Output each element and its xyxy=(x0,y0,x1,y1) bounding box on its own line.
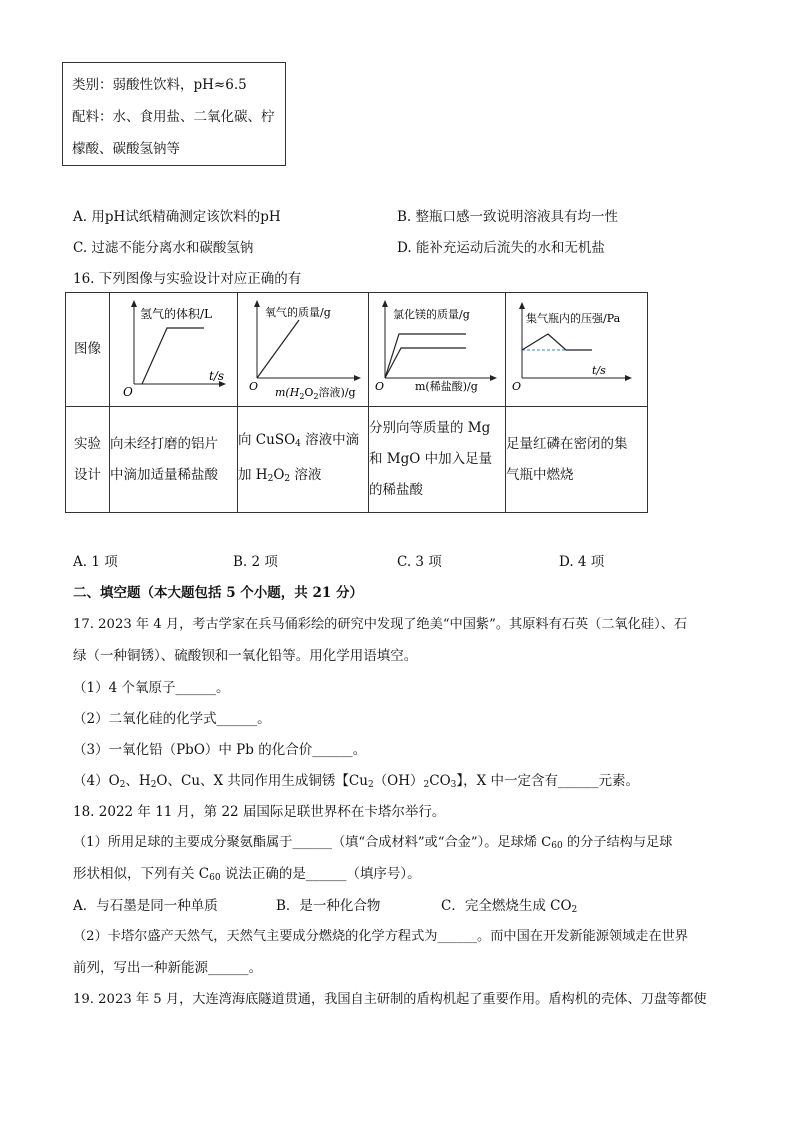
series-line xyxy=(522,334,592,350)
row-header-design xyxy=(66,407,110,513)
q16-option-b: B. 2 项 xyxy=(233,554,278,570)
y-axis-arrow xyxy=(131,300,137,307)
x-axis-label: t/s xyxy=(208,368,224,383)
y-axis-label: 氢气的体积/L xyxy=(139,306,212,321)
q17-part1: （1）4 个氧原子______。 xyxy=(73,680,230,696)
graph-cell-1 xyxy=(110,293,238,407)
series-line-mgo xyxy=(385,348,466,378)
row-header-design-line1: 实验 xyxy=(74,435,101,452)
graph-hydrogen-volume xyxy=(112,296,236,404)
y-axis-label: 氧气的质量/g xyxy=(265,305,331,319)
design-cell-2 xyxy=(238,407,369,513)
q18-line1: 18. 2022 年 11 月，第 22 届国际足联世界杯在卡塔尔举行。 xyxy=(73,804,446,820)
q19-line1: 19. 2023 年 5 月，大连湾海底隧道贯通，我国自主研制的盾构机起了重要作用。盾构机的壳体、刀盘等都使 xyxy=(73,992,707,1007)
design-4-line1: 足量红磷在密闭的集 xyxy=(506,435,628,452)
origin-label: O xyxy=(122,384,133,399)
q17-part3: （3）一氧化铅（PbO）中 Pb 的化合价______。 xyxy=(73,742,367,758)
q15-option-c: C. 过滤不能分离水和碳酸氢钠 xyxy=(73,240,254,256)
q18-option-c: C．完全燃烧生成 $CO_2$ xyxy=(441,898,578,915)
origin-label: O xyxy=(249,379,259,393)
graph-magnesium-chloride-mass xyxy=(371,296,503,404)
q16-option-c: C. 3 项 xyxy=(397,554,442,570)
design-1-line1: 向未经打磨的铝片 xyxy=(110,435,218,452)
design-cell-1 xyxy=(110,407,238,513)
q15-option-d: D. 能补充运动后流失的水和无机盐 xyxy=(397,240,605,256)
y-axis-label: 集气瓶内的压强/Pa xyxy=(525,311,620,325)
q18-line5: （2）卡塔尔盛产天然气，天然气主要成分燃烧的化学方程式为______。而中国在开发新能源领域走在世界 xyxy=(73,929,689,944)
design-2-line2: 加 $H_2O_2$ 溶液 xyxy=(238,466,322,484)
q17-line2: 绿（一种铜锈）、硫酸钡和一氧化铅等。用化学用语填空。 xyxy=(73,648,418,664)
y-axis-arrow xyxy=(519,302,525,309)
origin-label: O xyxy=(511,379,521,393)
graph-cell-4 xyxy=(506,293,648,407)
graph-oxygen-mass xyxy=(239,296,367,404)
design-3-line2: 和 MgO 中加入足量 xyxy=(369,451,493,467)
q18-line6: 前列，写出一种新能源______。 xyxy=(73,960,262,976)
design-4-line2: 气瓶中燃烧 xyxy=(506,466,574,483)
y-axis-label: 氯化镁的质量/g xyxy=(393,307,470,321)
q15-option-a: A. 用pH试纸精确测定该饮料的pH xyxy=(73,209,281,225)
q18-option-b: B．是一种化合物 xyxy=(276,898,381,914)
q16-option-d: D. 4 项 xyxy=(559,554,605,570)
design-cell-3 xyxy=(369,407,506,513)
q18-line2: （1）所用足球的主要成分聚氨酯属于______（填“合成材料”或“合金”）。足球烯 $C_{60}$ 的分子结构与足球 xyxy=(73,835,673,851)
x-axis-arrow xyxy=(354,375,361,381)
x-axis-label: m(稀盐酸)/g xyxy=(415,379,478,393)
graph-bottle-pressure xyxy=(508,296,646,404)
label-ingredients-line-cont: 檬酸、碳酸氢钠等 xyxy=(72,141,180,157)
q16-stem: 16. 下列图像与实验设计对应正确的有 xyxy=(73,271,302,287)
graph-cell-3 xyxy=(369,293,506,407)
origin-label: O xyxy=(375,379,385,393)
label-ingredients-line: 配料：水、食用盐、二氧化碳、柠 xyxy=(72,109,275,125)
x-axis-label: $m(H_2O_2$溶液)/g xyxy=(275,385,356,401)
label-category-line: 类别：弱酸性饮料，pH≈6.5 xyxy=(72,77,247,93)
q15-option-b: B. 整瓶口感一致说明溶液具有均一性 xyxy=(397,209,619,225)
q18-option-a: A．与石墨是同一种单质 xyxy=(73,898,218,914)
product-label-box xyxy=(62,62,286,166)
series-line xyxy=(257,320,299,378)
q17-part4: $(4)O_2$、$H_2O$、Cu、X 共同作用生成铜锈【$Cu_2(OH)_2CO_3$】，X 中一定含有______元素。 xyxy=(73,773,640,790)
design-3-line1: 分别向等质量的 Mg xyxy=(369,420,491,436)
row-header-graph: 图像 xyxy=(66,293,110,407)
q16-table xyxy=(65,292,648,513)
design-2-line1: 向 CuSO$_4$ 溶液中滴 xyxy=(238,431,360,449)
design-1-line2: 中滴加适量稀盐酸 xyxy=(110,466,218,483)
section-title: 二、填空题（本大题包括 5 个小题，共 21 分） xyxy=(73,585,363,601)
x-axis-arrow xyxy=(625,375,632,381)
row-header-design-line2: 设计 xyxy=(74,466,101,483)
x-axis-arrow xyxy=(490,375,497,381)
design-cell-4 xyxy=(506,407,648,513)
y-axis-arrow xyxy=(254,300,260,307)
series-line xyxy=(142,328,204,384)
y-axis-arrow xyxy=(382,300,388,307)
graph-cell-2 xyxy=(238,293,369,407)
design-3-line3: 的稀盐酸 xyxy=(369,482,423,498)
q17-line1: 17. 2023 年 4 月，考古学家在兵马俑彩绘的研究中发现了绝美“中国紫”。其原料有石英（二氧化硅）、石 xyxy=(73,617,688,632)
q16-option-a: A. 1 项 xyxy=(73,554,118,570)
q17-part2: （2）二氧化硅的化学式______。 xyxy=(73,711,271,727)
x-axis-label: t/s xyxy=(591,363,606,377)
q18-line3: 形状相似，下列有关 $C_{60}$ 说法正确的是______（填序号）。 xyxy=(73,866,421,883)
